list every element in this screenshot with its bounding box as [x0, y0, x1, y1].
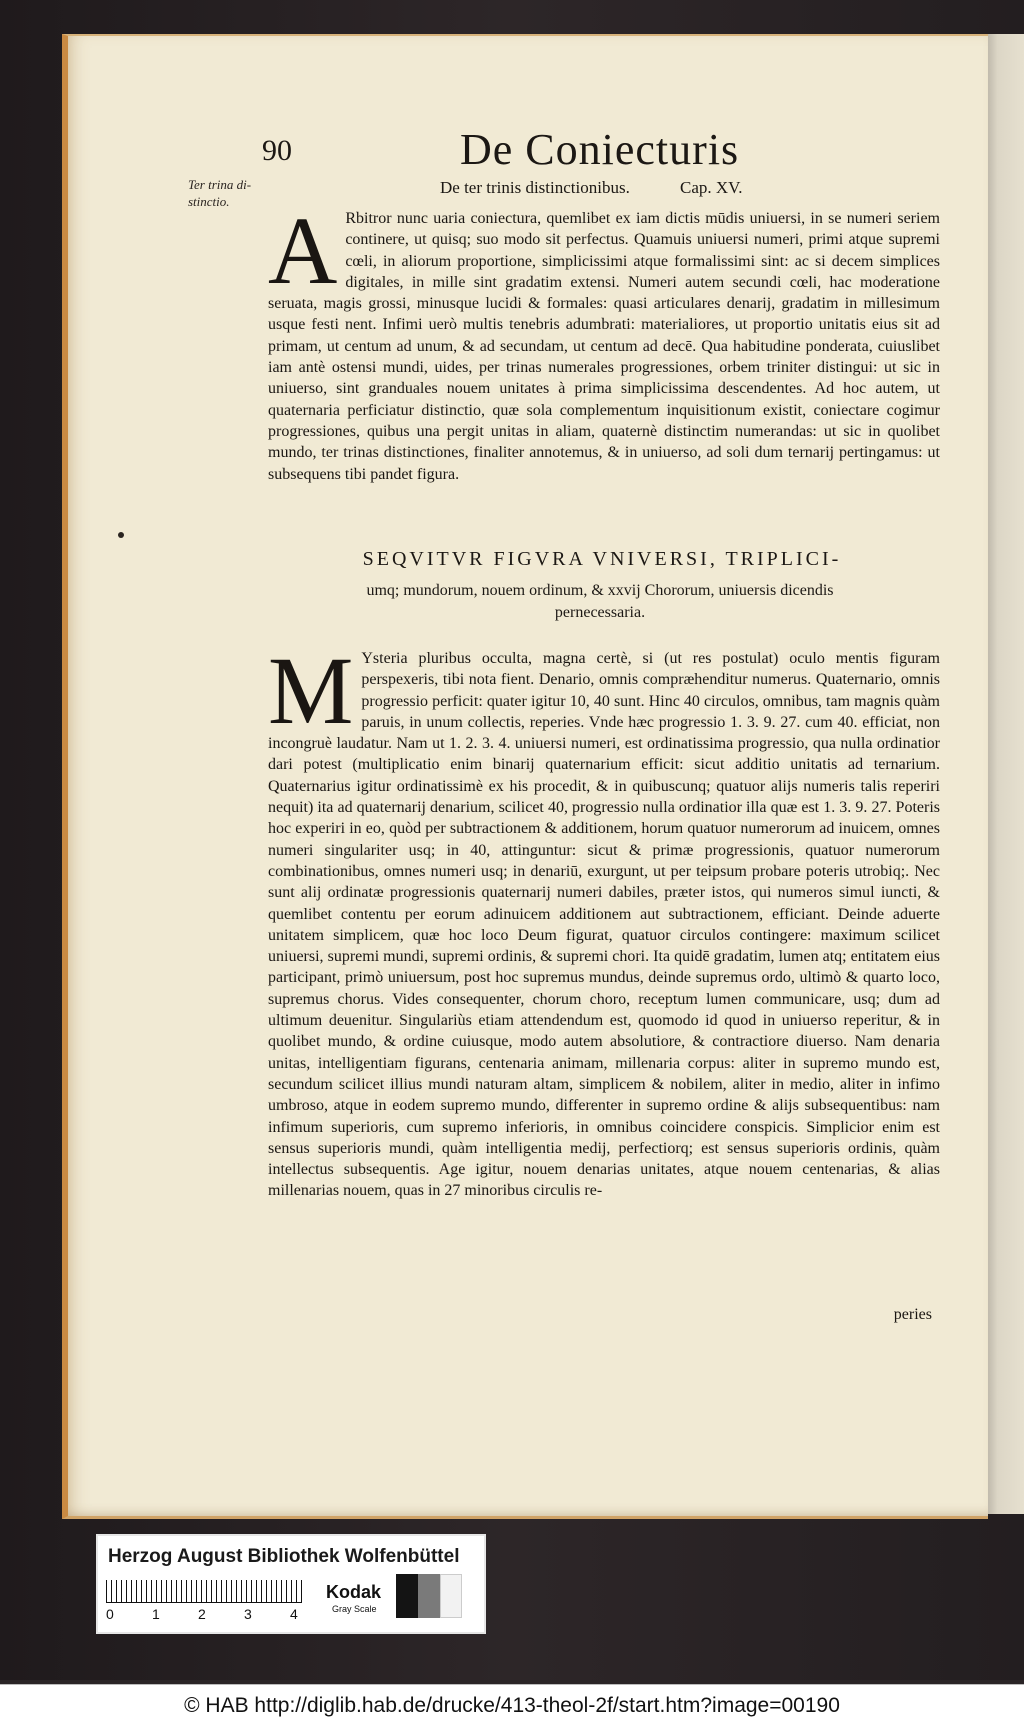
section-heading: De ter trinis distinctionibus. [440, 178, 630, 197]
ruler-number: 1 [152, 1606, 160, 1622]
gray-patch-black [396, 1574, 418, 1618]
drop-cap-initial: M [268, 637, 354, 744]
catchword: peries [893, 1306, 932, 1323]
ink-spot [118, 532, 124, 538]
chapter-number: Cap. XV. [680, 178, 743, 197]
ruler-number: 4 [290, 1606, 298, 1622]
gray-scale-label: Gray Scale [332, 1604, 377, 1614]
gray-patch-light [440, 1574, 462, 1618]
gray-patch-mid [418, 1574, 440, 1618]
margin-note: Ter trina di-stinctio. [188, 177, 252, 209]
institution-name: Herzog August Bibliothek Wolfenbüttel [108, 1546, 460, 1567]
ruler-number: 0 [106, 1606, 114, 1622]
paragraph-2-text: Ysteria pluribus occulta, magna certè, si (ut res postulat) oculo mentis figuram perspexeris, tibi nota fient. Denario, omnis compræhenditur numerus. Quaternario, omnis progressio perficit: quater igitur 10, 40 sunt. Hinc 40 circulos, omnibus, tam magnis quàm paruis, in unum collectis, reperies. Vnde hæc progressio 1. 3. 9. 27. cum 40. efficiat, non incongruè laudatur. Nam ut 1. 2. 3. 4. uniuersi numeri, est ordinatissima progressio, qua nulla ordinatior dari potest (multiplicatio enim binarij quaternarium efficit: sicut additio unitatis ad ternarium. Quaternarius igitur ordinatissimè ex his procedit, & in quibuscunq; quatuor alijs numeris talis reperiri nequit) ita ad quaternarij denarium, scilicet 40, progressio nulla ordinatior illa quæ est 1. 3. 9. 27. Poteris hoc experiri in eo, quòd per subtractionem & additionem, horum quatuor numerorum ad inuicem, omnes numeri singulariter usq; in 40, attinguntur: sicut & primæ progressionis, quatuor numerorum combinationibus, omnes numeri usq; in denariū, exurgunt, ut per teipsum probare poteris utrobiq;. Nec sunt alij ordinatæ progressionis quaternarij numeri dabiles, præter istos, qui numeros simul iuncti, & quemlibet contentu per eorum adinuicem additionem aut subtractionem, efficiant. Deinde aduerte unitatem simplicem, quæ hoc loco Deum figurat, quatuor circulos contingere: maximum scilicet uniuersi, supremi mundi, supremi ordinis, & supremi chori. Ita quidē gradatim, lumen atq; entitatem eius participant, primò uniuersum, post hoc supremus mundus, deinde supremus ordo, ultimò & quarto loco, supremus chorus. Vides consequenter, chorum choro, receptum lumen communicare, usq; dum ad ultimum deuenitur. Singulariùs etiam attendendum est, quomodo id quod in uniuerso reperitur, & in quolibet mundo, & ordine cuiusque, modo autem absolutiore, & contractiore diuerso. Nam denaria unitas, intelligentiam figurans, centenaria animam, millenaria corpus: aliter in supremo mundo est, secundum scilicet illius mundi naturam altam, simplicem & nobilem, aliter in medio, aliter in infimo umbroso, atque in eodem supremo mundo, differenter in supremo ordine & alijs subsequentibus: nam infimum superioris, cum supremo inferioris, in omnibus coincidere conspicis. Simplicior enim est sensus superioris mundi, quàm intelligentia medij, perfectiorq; est sensus superioris ordinis, quàm intellectus subsequentis. Age igitur, nouem denarias unitates, atque nouem centenarias, & alias millenarias nouem, quas in 27 minoribus circulis re- [268, 650, 940, 1200]
ruler-number: 2 [198, 1606, 206, 1622]
drop-cap-initial: A [268, 197, 338, 304]
folio-number: 90 [262, 134, 292, 167]
paragraph-1-text: Rbitror nunc uaria coniectura, quemlibet ex iam dictis mūdis uniuersi, in se numeri seriem continere, ut quisq; suo modo sit perfectus. Quamuis uniuersi numeri, primi atque supremi cœli, in aliorum proportione, simplicissimi atque formalissimi sint: ac si decem simplices digitales, in mille sint gradatim extensi. Numeri autem secundi cœli, hac moderatione seruata, magis grossi, minusque lucidi & formales: quasi articulares denarij, gradatim in millesimum usque festi nent. Infimi uerò multis tenebris adumbrati: materialiores, ut proportio unitatis eius sit ad primam, ut centum ad unum, & ad secundam, ut centum ad decē. Qua habitudine ponderata, cuiuslibet iam antè ostensi mundi, uides, per trinas numerales progressiones, orbem triniter distingui: ut sic in uniuerso, sint granduales nouem unitates à prima simplicissima descendentes. Ad hoc autem, ut quaternaria perficiatur distinctio, quæ sola complementum inquisitionum existit, coniectare cogimur progressiones, quibus una pergit unitas in aliam, quaternè distinctim numerandas: ut sic in quolibet mundo, ter trinas distinctiones, finaliter annotemus, & in uniuerso, ad soli dum ternarij pertingamus: ut subsequens tibi pandet figura. [268, 210, 940, 483]
kodak-logo: Kodak [326, 1582, 382, 1602]
figure-title: SEQVITVR FIGVRA VNIVERSI, TRIPLICI- [362, 548, 842, 570]
credit-footer: © HAB http://diglib.hab.de/drucke/413-theol-2f/start.htm?image=00190 [0, 1684, 1024, 1726]
ruler-numbers [106, 1606, 316, 1626]
running-head [262, 124, 942, 174]
ruler-icon [106, 1580, 302, 1603]
book-title: De Coniecturis [460, 125, 740, 174]
ruler-number: 3 [244, 1606, 252, 1622]
figure-subtitle: umq; mundorum, nouem ordinum, & xxvij Chororum, uniuersis dicendis pernecessaria. [366, 582, 834, 621]
color-target-card [96, 1534, 486, 1634]
paragraph-1 [268, 197, 940, 485]
paragraph-2 [268, 637, 940, 1202]
